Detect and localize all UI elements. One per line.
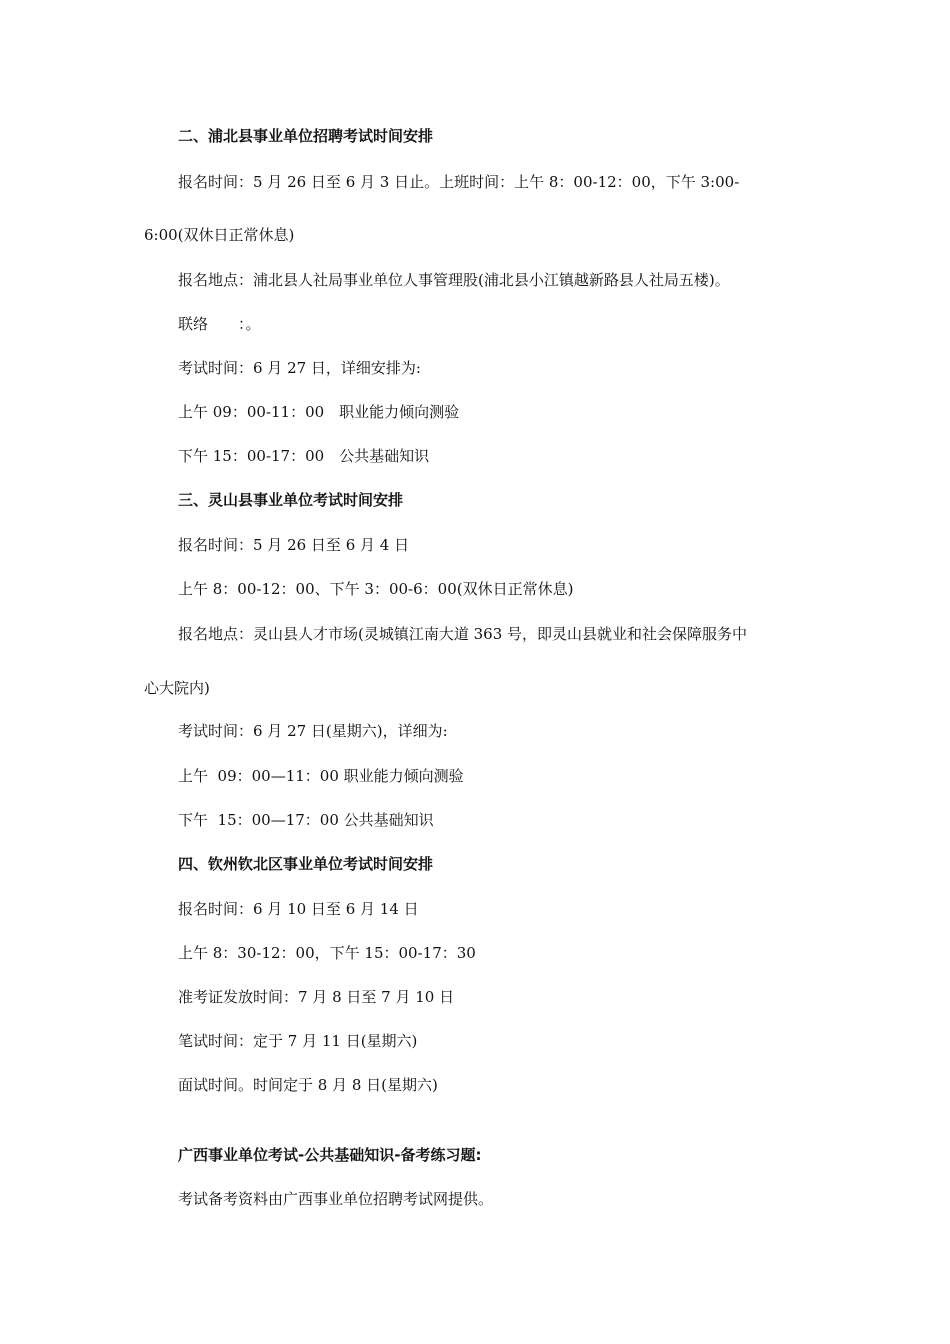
section-3-heading: 三、灵山县事业单位考试时间安排 [178, 491, 404, 509]
section-2-signup-place: 报名地点：浦北县人社局事业单位人事管理股(浦北县小江镇越新路县人社局五楼)。 [178, 271, 730, 289]
section-2-am-session: 上午 09：00-11：00 职业能力倾向测验 [178, 403, 460, 421]
section-3-signup-place-cont: 心大院内) [144, 679, 210, 697]
section-2-signup-time-cont: 6:00(双休日正常休息) [144, 226, 295, 244]
section-2-pm-session: 下午 15：00-17：00 公共基础知识 [178, 447, 430, 465]
source-note: 考试备考资料由广西事业单位招聘考试网提供。 [178, 1190, 494, 1208]
section-2-heading: 二、浦北县事业单位招聘考试时间安排 [178, 127, 434, 145]
section-4-office-hours: 上午 8：30-12：00，下午 15：00-17：30 [178, 944, 476, 962]
section-3-pm-session: 下午 15：00—17：00 公共基础知识 [178, 811, 434, 829]
section-4-admission-ticket: 准考证发放时间：7 月 8 日至 7 月 10 日 [178, 988, 455, 1006]
section-3-signup-time: 报名时间：5 月 26 日至 6 月 4 日 [178, 536, 410, 554]
section-2-exam-time: 考试时间：6 月 27 日，详细安排为: [178, 359, 421, 377]
section-3-signup-place: 报名地点：灵山县人才市场(灵城镇江南大道 363 号，即灵山县就业和社会保障服务中 [178, 625, 748, 643]
section-2-signup-time: 报名时间：5 月 26 日至 6 月 3 日止。上班时间：上午 8：00-12：00，下午 3:00- [178, 173, 740, 191]
section-4-signup-time: 报名时间：6 月 10 日至 6 月 14 日 [178, 900, 419, 918]
section-4-heading: 四、钦州钦北区事业单位考试时间安排 [178, 855, 434, 873]
section-3-am-session: 上午 09：00—11：00 职业能力倾向测验 [178, 767, 464, 785]
section-3-exam-time: 考试时间：6 月 27 日(星期六)，详细为: [178, 722, 448, 740]
section-4-interview: 面试时间。时间定于 8 月 8 日(星期六) [178, 1076, 438, 1094]
section-4-written-exam: 笔试时间：定于 7 月 11 日(星期六) [178, 1032, 418, 1050]
practice-heading: 广西事业单位考试-公共基础知识-备考练习题: [178, 1146, 482, 1164]
section-3-office-hours: 上午 8：00-12：00、下午 3：00-6：00(双休日正常休息) [178, 580, 574, 598]
section-2-contact: 联络 ：。 [178, 315, 261, 333]
